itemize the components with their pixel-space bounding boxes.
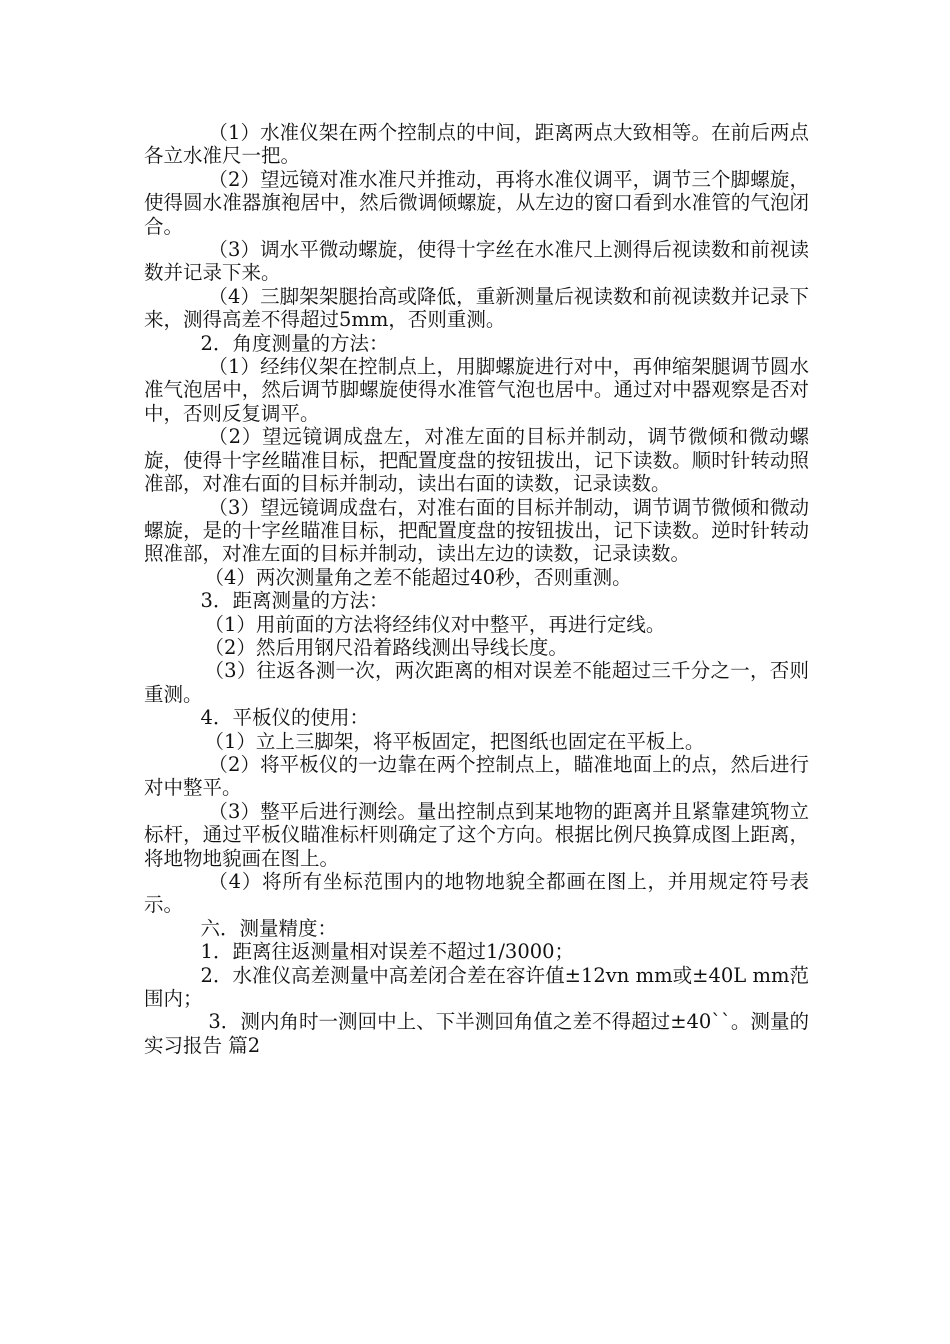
- document-body: [144, 121, 809, 1057]
- section-heading: 3．距离测量的方法：: [200, 589, 389, 613]
- paragraph: 1．距离往返测量相对误差不超过1/3000；: [200, 940, 575, 964]
- section-heading: 六．测量精度：: [200, 916, 338, 940]
- paragraph: （1）经纬仪架在控制点上，用脚螺旋进行对中，再伸缩架腿调节圆水准气泡居中，然后调节脚螺旋使得水准管气泡也居中。通过对中器观察是否对中，否则反复调平。: [144, 355, 809, 425]
- paragraph: （1）用前面的方法将经纬仪对中整平，再进行定线。: [204, 612, 666, 636]
- paragraph: 3．测内角时一测回中上、下半测回角值之差不得超过±40``。测量的实习报告 篇2: [144, 1010, 809, 1057]
- paragraph: （2）望远镜对准水准尺并推动，再将水准仪调平，调节三个脚螺旋，使得圆水准器旗袍居中，然后微调倾螺旋，从左边的窗口看到水准管的气泡闭合。: [144, 167, 809, 238]
- paragraph: （4）两次测量角之差不能超过40秒，否则重测。: [204, 565, 632, 589]
- paragraph: （2）望远镜调成盘左，对准左面的目标并制动，调节微倾和微动螺旋，使得十字丝瞄准目标，把配置度盘的按钮拔出，记下读数。顺时针转动照准部，对准右面的目标并制动，读出右面的读数，记录读数。: [144, 425, 809, 496]
- paragraph: （1）立上三脚架，将平板固定，把图纸也固定在平板上。: [204, 729, 705, 753]
- paragraph: （3）往返各测一次，两次距离的相对误差不能超过三千分之一，否则重测。: [144, 659, 809, 706]
- section-heading: 4．平板仪的使用：: [200, 706, 369, 730]
- paragraph: （4）三脚架架腿抬高或降低，重新测量后视读数和前视读数并记录下来，测得高差不得超过5mm，否则重测。: [144, 284, 809, 332]
- paragraph: （1）水准仪架在两个控制点的中间，距离两点大致相等。在前后两点各立水准尺一把。: [144, 121, 809, 168]
- paragraph: 2．水准仪高差测量中高差闭合差在容许值±12vn mm或±40L mm范围内；: [144, 963, 809, 1011]
- section-heading: 2．角度测量的方法：: [200, 331, 389, 355]
- paragraph: （4）将所有坐标范围内的地物地貌全都画在图上，并用规定符号表示。: [144, 870, 809, 917]
- paragraph: （3）整平后进行测绘。量出控制点到某地物的距离并且紧靠建筑物立标杆，通过平板仪瞄准标杆则确定了这个方向。根据比例尺换算成图上距离，将地物地貌画在图上。: [144, 799, 809, 870]
- paragraph: （3）望远镜调成盘右，对准右面的目标并制动，调节调节微倾和微动螺旋，是的十字丝瞄准目标，把配置度盘的按钮拔出，记下读数。逆时针转动照准部，对准左面的目标并制动，读出左边的读数，记录读数。: [144, 495, 809, 566]
- paragraph: （2）将平板仪的一边靠在两个控制点上，瞄准地面上的点，然后进行对中整平。: [144, 752, 809, 800]
- paragraph: （3）调水平微动螺旋，使得十字丝在水准尺上测得后视读数和前视读数并记录下来。: [144, 238, 809, 285]
- paragraph: （2）然后用钢尺沿着路线测出导线长度。: [204, 635, 568, 659]
